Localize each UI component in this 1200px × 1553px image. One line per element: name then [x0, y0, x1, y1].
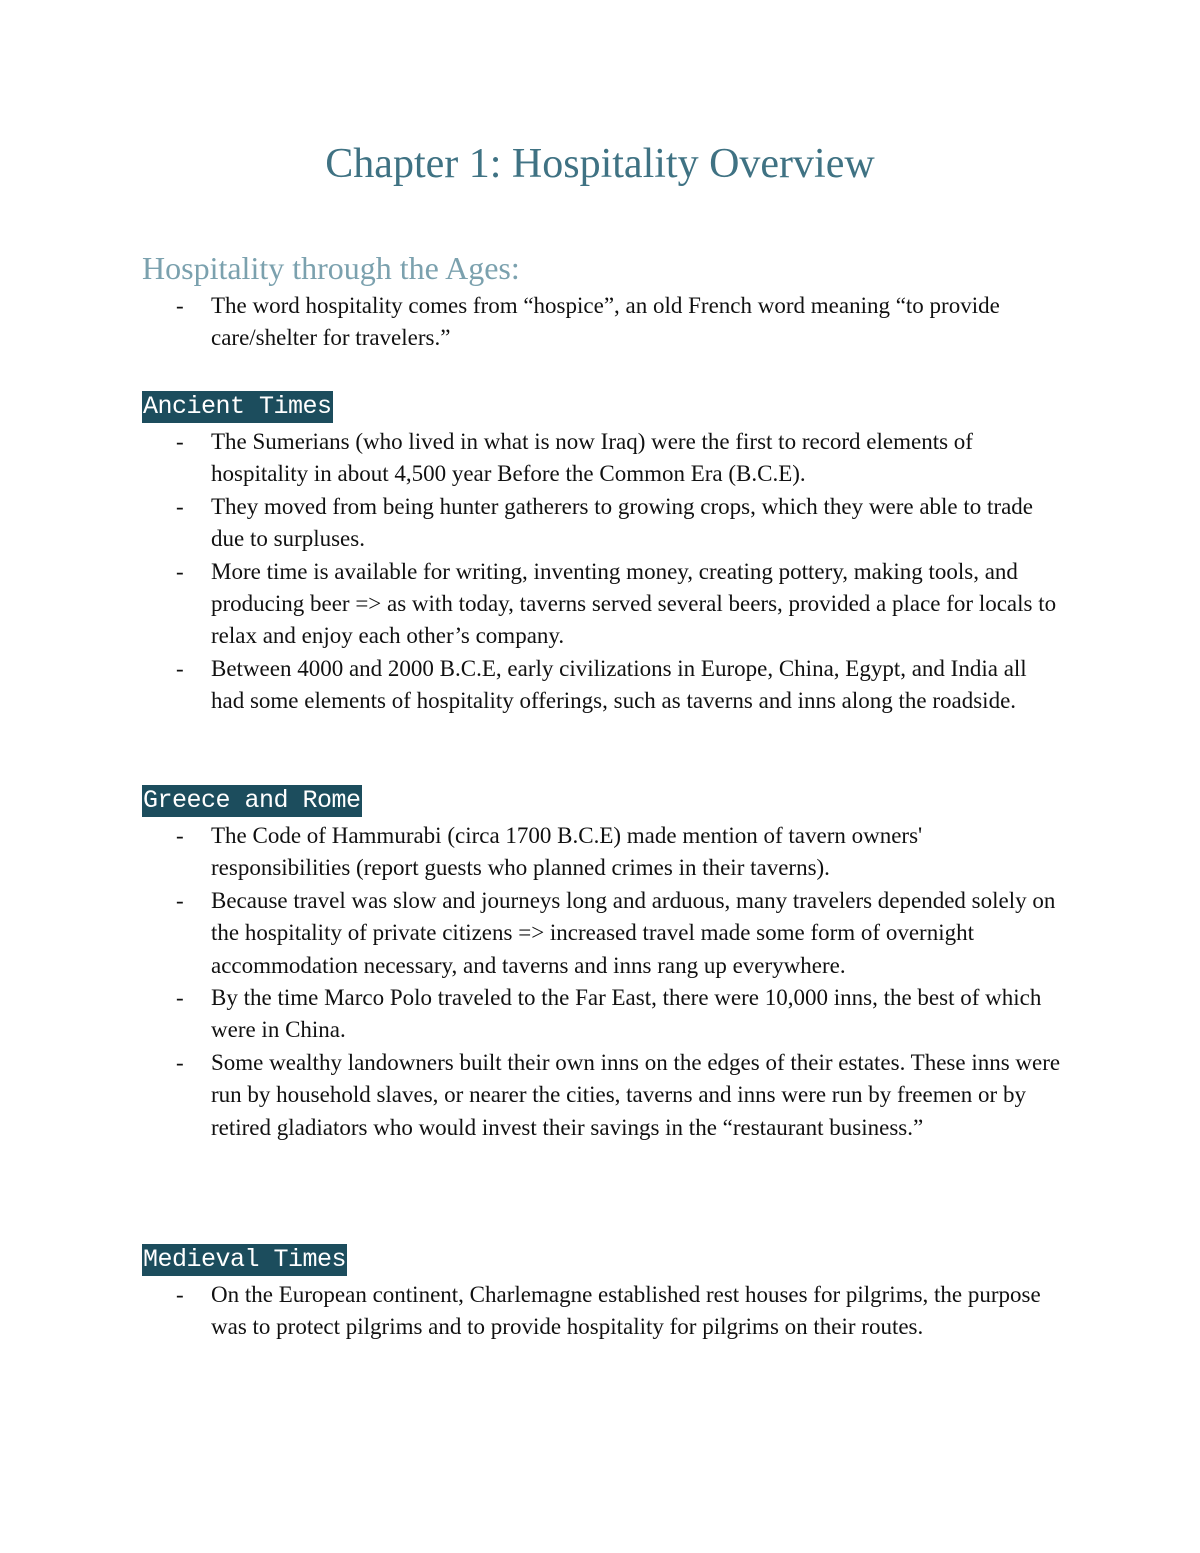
section-label-medieval-times: Medieval Times — [143, 1245, 347, 1274]
bullet-dash: - — [176, 655, 184, 681]
list-item — [142, 1047, 1062, 1144]
list-item-text: On the European continent, Charlemagne established rest houses for pilgrims, the purpose was to protect pilgrims and to provide hospitality for pilgrims on their routes. — [211, 1282, 1041, 1340]
bullet-dash: - — [176, 493, 184, 519]
list-item-text: The Code of Hammurabi (circa 1700 B.C.E) made mention of tavern owners' responsibilities (report guests who planned crimes in their taverns). — [211, 823, 923, 881]
bullet-dash: - — [176, 293, 184, 318]
bullet-dash: - — [176, 1049, 184, 1075]
bullet-dash: - — [176, 985, 184, 1011]
list-item — [142, 426, 1062, 491]
list-item-text: The word hospitality comes from “hospice”, an old French word meaning “to provide care/shelter for travelers.” — [211, 293, 1000, 351]
list-item-text: By the time Marco Polo traveled to the Far East, there were 10,000 inns, the best of which were in China. — [211, 985, 1042, 1043]
medieval-times-bullet-list — [142, 1279, 1062, 1344]
list-item-text: Because travel was slow and journeys long and arduous, many travelers depended solely on the hospitality of private citizens => increased travel made some form of overnight accommodation necessary, and taverns and inns rang up everywhere. — [211, 887, 1056, 978]
list-item-text: They moved from being hunter gatherers to growing crops, which they were able to trade due to surpluses. — [211, 493, 1033, 552]
list-item — [142, 491, 1062, 556]
section-subheading: Hospitality through the Ages: — [142, 250, 520, 286]
section-label-ancient-times: Ancient Times — [143, 392, 332, 421]
list-item — [142, 556, 1062, 653]
bullet-dash: - — [176, 887, 184, 913]
section-label-greece-and-rome: Greece and Rome — [143, 786, 361, 815]
page-title: Chapter 1: Hospitality Overview — [325, 141, 875, 187]
greece-and-rome-bullet-list — [142, 820, 1062, 1144]
list-item — [142, 290, 1062, 355]
list-item-text: Some wealthy landowners built their own inns on the edges of their estates. These inns were run by household slaves, or nearer the cities, taverns and inns were run by freemen or by retired gladiators who would invest their savings in the “restaurant business.” — [211, 1049, 1061, 1140]
bullet-dash: - — [176, 558, 184, 584]
list-item — [142, 982, 1062, 1047]
list-item — [142, 653, 1062, 718]
bullet-dash: - — [176, 1282, 184, 1307]
list-item-text: More time is available for writing, inventing money, creating pottery, making tools, and producing beer => as with today, taverns served several beers, provided a place for locals to relax and enjoy each other’s company. — [211, 558, 1057, 649]
list-item-text: Between 4000 and 2000 B.C.E, early civilizations in Europe, China, Egypt, and India all had some elements of hospitality offerings, such as taverns and inns along the roadside. — [211, 655, 1027, 714]
bullet-dash: - — [176, 429, 184, 454]
ancient-times-bullet-list — [142, 426, 1062, 718]
list-item-text: The Sumerians (who lived in what is now Iraq) were the first to record elements of hospitality in about 4,500 year Before the Common Era (B.C.E). — [211, 429, 973, 487]
intro-bullet-list — [142, 290, 1062, 355]
bullet-dash: - — [176, 823, 184, 848]
list-item — [142, 885, 1062, 982]
list-item — [142, 820, 1062, 885]
list-item — [142, 1279, 1062, 1344]
